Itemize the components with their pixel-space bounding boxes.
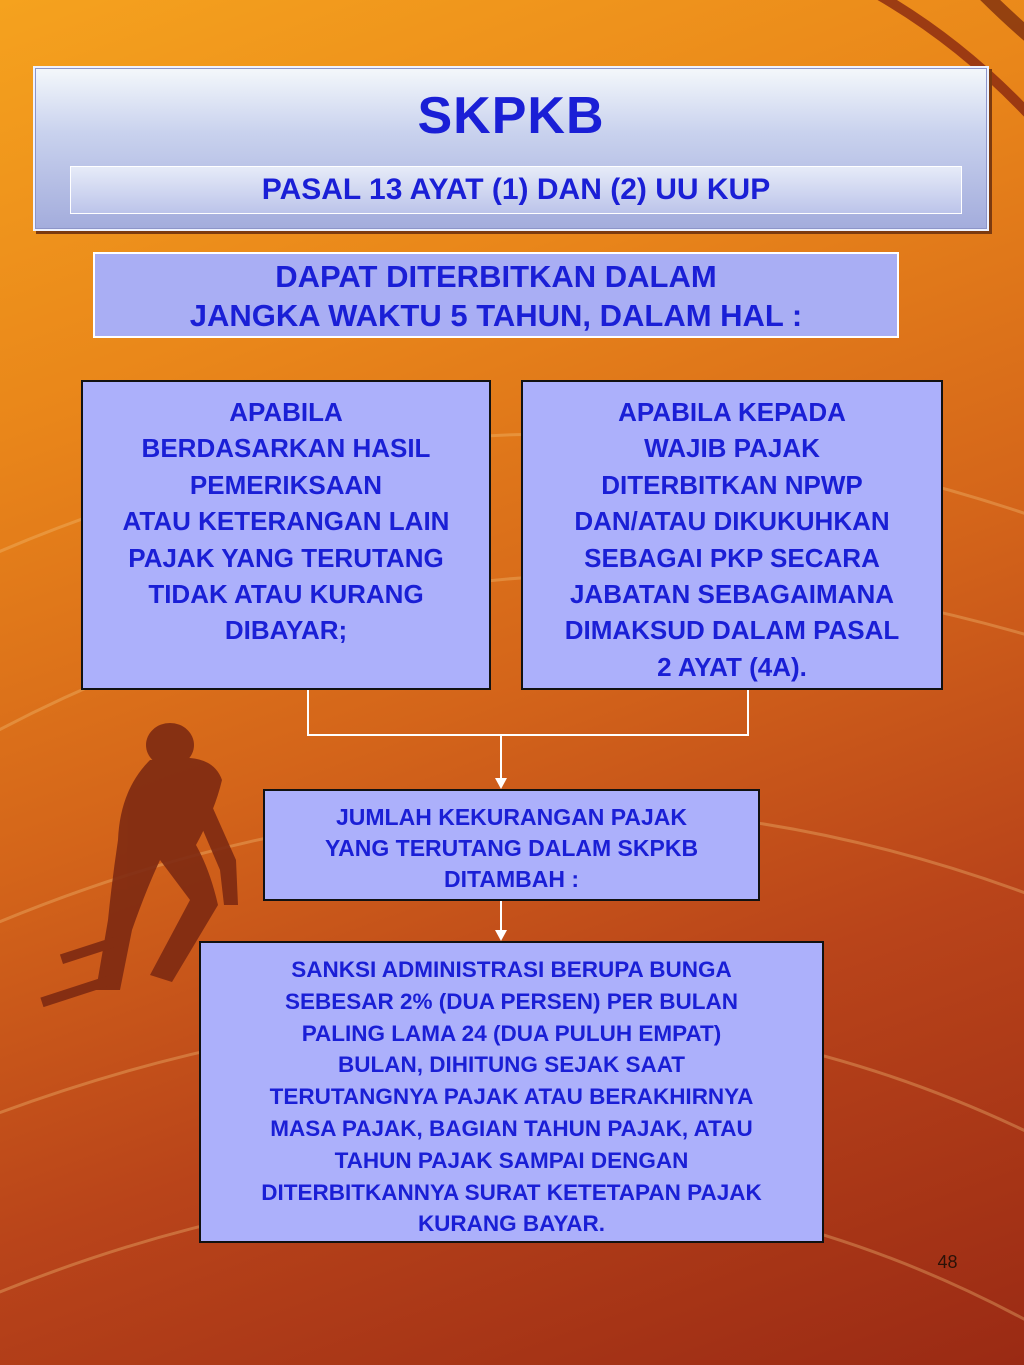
sanction-line: MASA PAJAK, BAGIAN TAHUN PAJAK, ATAU [270,1115,753,1141]
result-line: YANG TERUTANG DALAM SKPKB [324,835,699,861]
condition-right-line: DIMAKSUD DALAM PASAL [564,615,900,646]
condition-left-line: PAJAK YANG TERUTANG [128,542,444,573]
condition-right-line: 2 AYAT (4A). [657,651,807,682]
condition-left-line: PEMERIKSAAN [189,469,383,500]
condition-right-line: DITERBITKAN NPWP [601,469,863,500]
condition-left-line: BERDASARKAN HASIL [141,433,431,464]
header-panel [33,66,989,231]
sanction-line: KURANG BAYAR. [417,1211,606,1237]
condition-left-line: DIBAYAR; [224,615,348,646]
condition-right-line: JABATAN SEBAGAIMANA [569,579,895,610]
page-number: 48 [937,1252,958,1272]
condition-left-line: ATAU KETERANGAN LAIN [122,506,450,537]
main-statement-box [93,252,899,338]
main-statement-line: JANGKA WAKTU 5 TAHUN, DALAM HAL : [189,298,803,333]
sanction-line: TERUTANGNYA PAJAK ATAU BERAKHIRNYA [269,1084,754,1110]
condition-right-box [521,380,943,690]
condition-left-line: TIDAK ATAU KURANG [148,579,424,610]
page-title: SKPKB [417,87,605,145]
sanction-line: PALING LAMA 24 (DUA PULUH EMPAT) [301,1020,722,1046]
subtitle-bar: PASAL 13 AYAT (1) DAN (2) UU KUP [70,166,962,214]
main-statement-line: DAPAT DITERBITKAN DALAM [275,259,717,294]
sanction-line: SEBESAR 2% (DUA PERSEN) PER BULAN [285,988,738,1014]
sanction-line: TAHUN PAJAK SAMPAI DENGAN [334,1147,689,1173]
result-line: JUMLAH KEKURANGAN PAJAK [336,804,687,830]
condition-right-line: SEBAGAI PKP SECARA [584,542,880,573]
condition-left-line: APABILA [229,397,343,427]
condition-left-box [81,380,491,690]
sanction-line: DITERBITKANNYA SURAT KETETAPAN PAJAK [261,1179,762,1205]
sanction-box [199,941,824,1243]
sanction-line: BULAN, DIHITUNG SEJAK SAAT [337,1052,686,1078]
condition-right-line: WAJIB PAJAK [644,433,820,464]
result-box [263,789,760,901]
sanction-line: SANKSI ADMINISTRASI BERUPA BUNGA [291,957,732,982]
condition-right-line: APABILA KEPADA [618,397,846,427]
result-line: DITAMBAH : [444,866,579,892]
condition-right-line: DAN/ATAU DIKUKUHKAN [574,506,890,537]
